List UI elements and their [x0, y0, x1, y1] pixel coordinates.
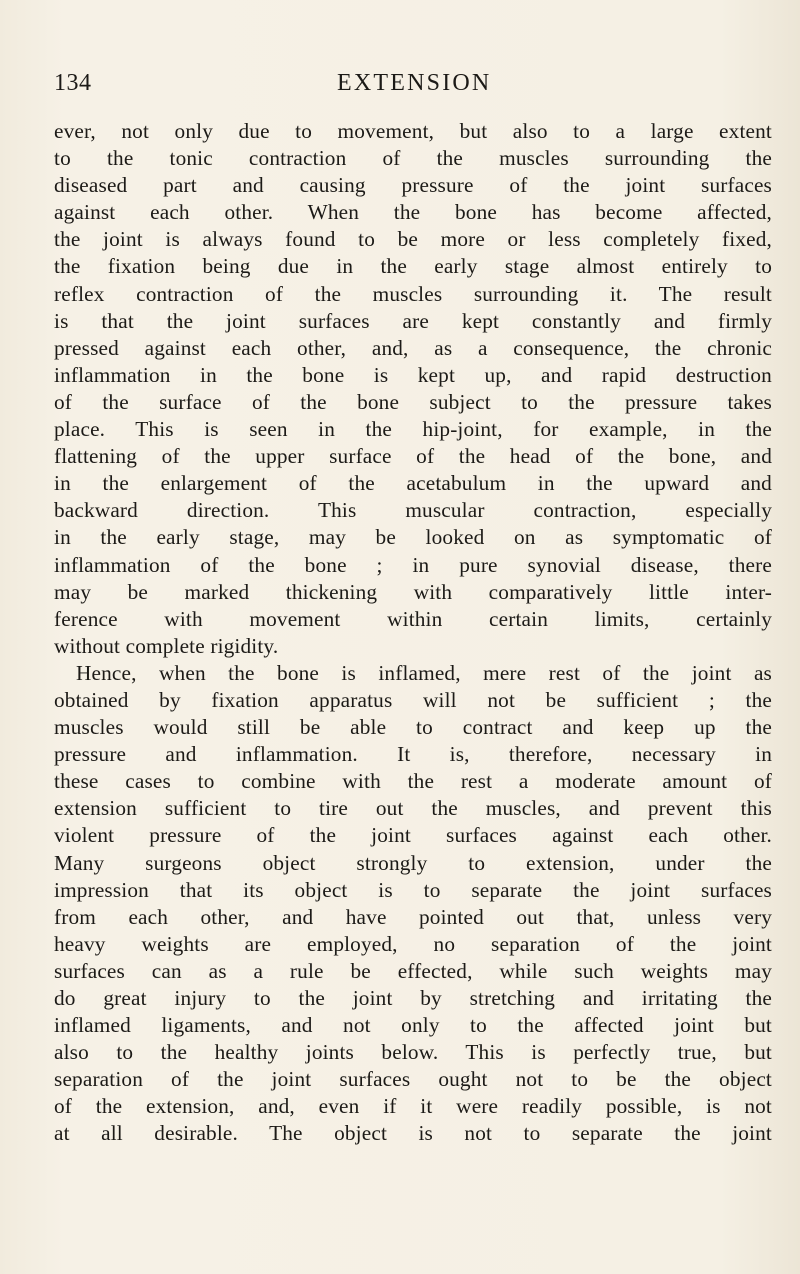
text-line: of the extension, and, even if it were readily possible, is not — [54, 1094, 772, 1119]
text-line: also to the healthy joints below. This is perfectly true, but — [54, 1040, 772, 1065]
text-line: extension sufficient to tire out the muscles, and prevent this — [54, 796, 772, 821]
text-line: at all desirable. The object is not to separate the joint — [54, 1121, 772, 1146]
text-line: may be marked thickening with comparatively little inter- — [54, 579, 772, 604]
text-line: of the surface of the bone subject to the pressure takes — [54, 389, 772, 414]
text-line: flattening of the upper surface of the head of the bone, and — [54, 444, 772, 469]
running-head — [54, 70, 774, 106]
text-line: heavy weights are employed, no separation of the joint — [54, 931, 772, 956]
text-line: without complete rigidity. — [54, 633, 279, 658]
text-line: the joint is always found to be more or less completely fixed, — [54, 227, 772, 252]
text-line: place. This is seen in the hip-joint, for example, in the — [54, 417, 772, 442]
text-line: inflamed ligaments, and not only to the affected joint but — [54, 1013, 772, 1038]
text-line: from each other, and have pointed out that, unless very — [54, 904, 772, 929]
text-line: ference with movement within certain limits, certainly — [54, 606, 772, 631]
text-line: these cases to combine with the rest a moderate amount of — [54, 769, 772, 794]
text-line: against each other. When the bone has become affected, — [54, 200, 772, 225]
text-line: in the enlargement of the acetabulum in the upward and — [54, 471, 772, 496]
text-line: separation of the joint surfaces ought not to be the object — [54, 1067, 772, 1092]
text-line: reflex contraction of the muscles surrounding it. The result — [54, 281, 772, 306]
text-line: obtained by fixation apparatus will not be sufficient ; the — [54, 687, 772, 712]
text-line: pressed against each other, and, as a consequence, the chronic — [54, 335, 772, 360]
text-line: inflammation in the bone is kept up, and rapid destruction — [54, 362, 772, 387]
text-line: inflammation of the bone ; in pure synovial disease, there — [54, 552, 772, 577]
page-number: 134 — [54, 70, 92, 96]
text-line: the fixation being due in the early stage almost entirely to — [54, 254, 772, 279]
text-line: diseased part and causing pressure of the joint surfaces — [54, 173, 772, 198]
text-line: pressure and inflammation. It is, therefore, necessary in — [54, 742, 772, 767]
running-title: EXTENSION — [337, 70, 492, 96]
text-line: surfaces can as a rule be effected, while such weights may — [54, 958, 772, 983]
text-line: ever, not only due to movement, but also to a large extent — [54, 119, 772, 143]
text-line: backward direction. This muscular contraction, especially — [54, 498, 772, 523]
text-line: Hence, when the bone is inflamed, mere rest of the joint as — [76, 660, 772, 685]
paragraph-1 — [54, 118, 772, 660]
text-line: muscles would still be able to contract and keep up the — [54, 715, 772, 740]
text-line: is that the joint surfaces are kept constantly and firmly — [54, 308, 772, 333]
paragraph-2 — [54, 660, 772, 1148]
text-line: Many surgeons object strongly to extension, under the — [54, 850, 772, 875]
text-line: impression that its object is to separate the joint surfaces — [54, 877, 772, 902]
body-text — [54, 118, 772, 1148]
text-line: violent pressure of the joint surfaces against each other. — [54, 823, 772, 848]
text-line: do great injury to the joint by stretching and irritating the — [54, 986, 772, 1010]
text-line: to the tonic contraction of the muscles surrounding the — [54, 146, 772, 171]
text-line: in the early stage, may be looked on as symptomatic of — [54, 525, 772, 550]
